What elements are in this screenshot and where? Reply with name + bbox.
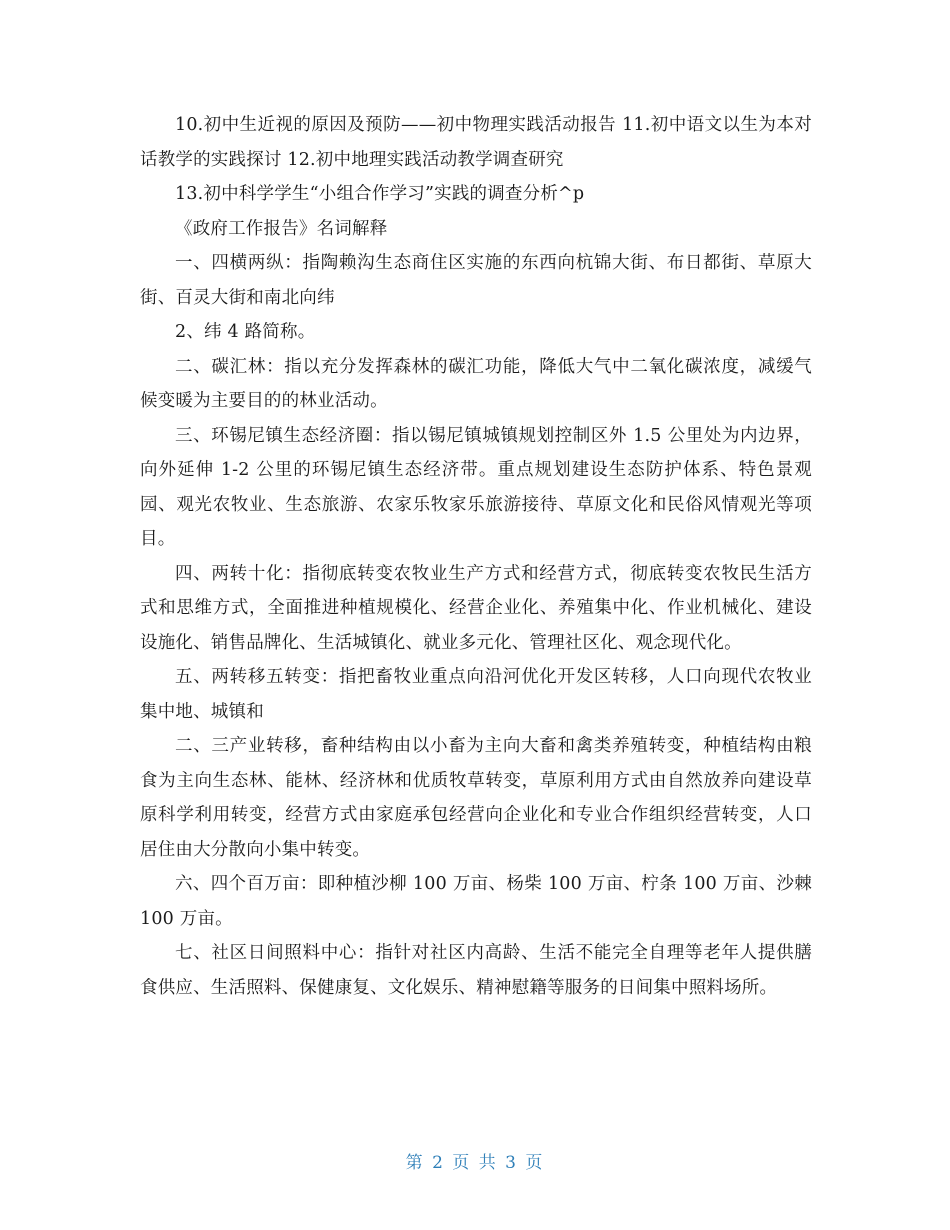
paragraph: 2、纬 4 路简称。: [175, 322, 316, 342]
paragraph: 五、两转移五转变：指把畜牧业重点向沿河优化开发区转移，人口向现代农牧业集中地、城镇和: [140, 667, 812, 722]
paragraph: 一、四横两纵：指陶赖沟生态商住区实施的东西向杭锦大街、布日都街、草原大街、百灵大街和南北向纬: [140, 253, 812, 308]
paragraph: 二、碳汇林：指以充分发挥森林的碳汇功能，降低大气中二氧化碳浓度，减缓气候变暖为主要目的的林业活动。: [140, 356, 812, 411]
paragraph: 七、社区日间照料中心：指针对社区内高龄、生活不能完全自理等老年人提供膳食供应、生活照料、保健康复、文化娱乐、精神慰籍等服务的日间集中照料场所。: [140, 943, 812, 998]
paragraph: 四、两转十化：指彻底转变农牧业生产方式和经营方式，彻底转变农牧民生活方式和思维方式，全面推进种植规模化、经营企业化、养殖集中化、作业机械化、建设设施化、销售品牌化、生活城镇化、就业多元化、管理社区化、观念现代化。: [140, 563, 812, 653]
paragraph: 三、环锡尼镇生态经济圈：指以锡尼镇城镇规划控制区外 1.5 公里处为内边界，向外延伸 1-2 公里的环锡尼镇生态经济带。重点规划建设生态防护体系、特色景观园、观光农牧业、生态旅游、农家乐牧家乐旅游接待、草原文化和民俗风情观光等项目。: [140, 425, 812, 549]
page-number-footer: 第 2 页 共 3 页: [405, 1153, 545, 1173]
paragraph: 13.初中科学学生“小组合作学习”实践的调查分析^p: [175, 184, 585, 204]
document-body: [140, 108, 812, 1005]
paragraph: 10.初中生近视的原因及预防——初中物理实践活动报告 11.初中语文以生为本对话教学的实践探讨 12.初中地理实践活动教学调查研究: [140, 115, 812, 170]
section-heading: 《政府工作报告》名词解释: [175, 218, 388, 239]
paragraph: 六、四个百万亩：即种植沙柳 100 万亩、杨柴 100 万亩、柠条 100 万亩、沙棘 100 万亩。: [140, 874, 812, 929]
paragraph: 二、三产业转移，畜种结构由以小畜为主向大畜和禽类养殖转变，种植结构由粮食为主向生态林、能林、经济林和优质牧草转变，草原利用方式由自然放养向建设草原科学利用转变，经营方式由家庭承包经营向企业化和专业合作组织经营转变，人口居住由大分散向小集中转变。: [140, 736, 812, 860]
